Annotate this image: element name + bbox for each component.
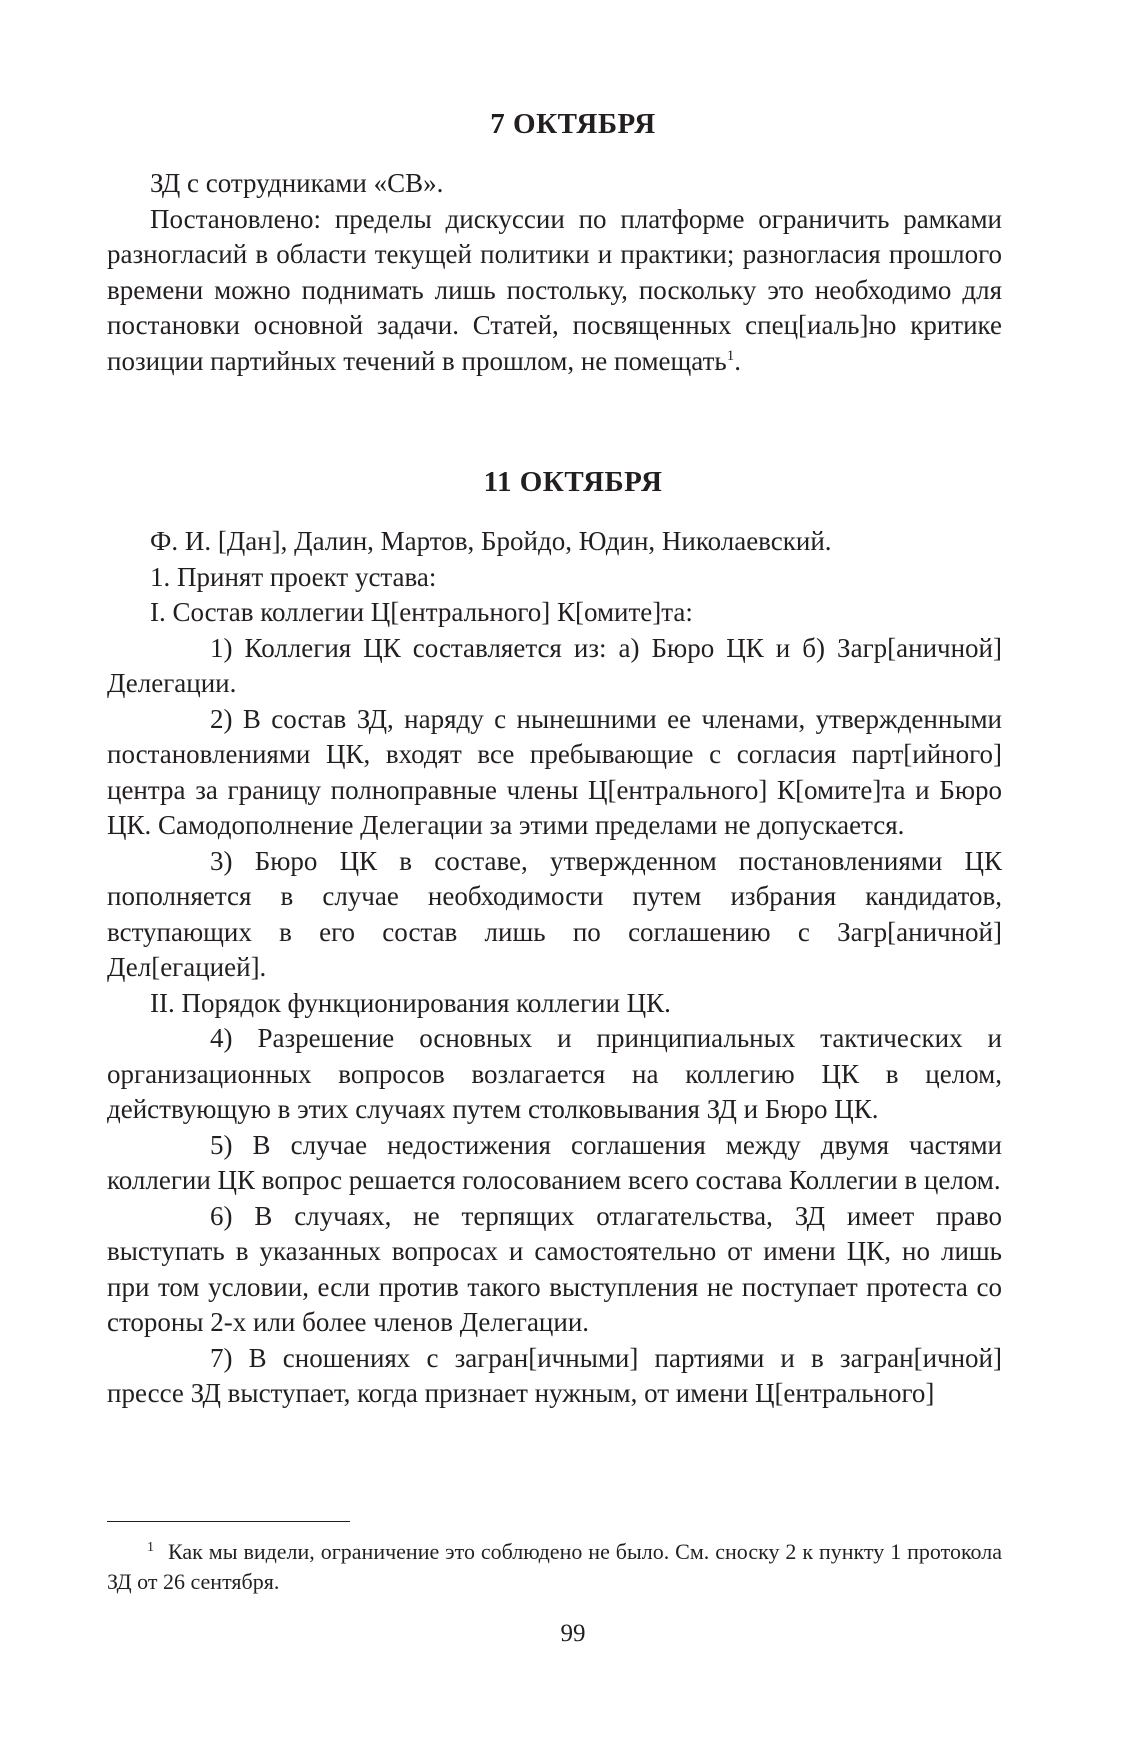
- paragraph: ЗД с сотрудниками «СВ».: [150, 168, 444, 198]
- section-body-7-october: [107, 166, 1002, 379]
- section-heading-7-october: 7 ОКТЯБРЯ: [490, 108, 656, 140]
- paragraph-text: Постановлено: пределы дискуссии по платформе ограничить рамками разногласий в области текущей политики и практики; разногласия прошлого времени можно поднимать лишь постольку, поскольку это необходимо для постановки основной задачи. Статей, посвященных спец[иаль]но критике позиции партийных течений в прошлом, не помещать: [107, 203, 1002, 376]
- paragraph: 6) В случаях, не терпящих отлагательства, ЗД имеет право выступать в указанных вопросах и самостоятельно от имени ЦК, но лишь при том условии, если против такого выступления не поступает протеста со стороны 2-х или более членов Делегации.: [107, 1200, 1002, 1337]
- paragraph: 2) В состав ЗД, наряду с нынешними ее членами, утвержденными постановлениями ЦК, входят все пребывающие с согласия парт[ийного] центра за границу полноправные члены Ц[ентрального] К[омите]та и Бюро ЦК. Самодополнение Делегации за этими пределами не допускается.: [107, 703, 1002, 840]
- section-body-11-october: [107, 524, 1002, 1412]
- paragraph: 1. Принят проект устава:: [150, 561, 437, 592]
- section-heading-11-october: 11 ОКТЯБРЯ: [483, 466, 663, 498]
- paragraph: I. Состав коллегии Ц[ентрального] К[омите]та:: [150, 597, 693, 627]
- paragraph: Постановлено: пределы дискуссии по платформе ограничить рамками разногласий в области текущей политики и практики; разногласия прошлого времени можно поднимать лишь постольку, поскольку это необходимо для постановки основной задачи. Статей, посвященных спец[иаль]но критике позиции партийных течений в прошлом, не помещать$^1$.: [107, 203, 1002, 376]
- paragraph: Ф. И. [Дан], Далин, Мартов, Бройдо, Юдин, Николаевский.: [150, 526, 832, 556]
- paragraph: 4) Разрешение основных и принципиальных тактических и организационных вопросов возлагается на коллегию ЦК в целом, действующую в этих случаях путем столковывания ЗД и Бюро ЦК.: [107, 1023, 1002, 1124]
- footnote-reference: 1: [726, 347, 735, 364]
- page-number: 99: [560, 1620, 586, 1647]
- paragraph: II. Порядок функционирования коллегии ЦК.: [150, 987, 671, 1018]
- paragraph: 5) В случае недостижения соглашения между двумя частями коллегии ЦК вопрос решается голосованием всего состава Коллегии в целом.: [107, 1129, 1002, 1195]
- footnote: [107, 1537, 1002, 1597]
- paragraph: 7) В сношениях с загран[ичными] партиями и в загран[ичной] прессе ЗД выступает, когда признает нужным, от имени Ц[ентрального]: [107, 1342, 1002, 1408]
- footnote-divider: [107, 1521, 350, 1522]
- footnote-text: Как мы видели, ограничение это соблюдено не было. См. сноску 2 к пункту 1 протокола ЗД от 26 сентября.: [107, 1539, 1002, 1594]
- paragraph: 3) Бюро ЦК в составе, утвержденном постановлениями ЦК пополняется в случае необходимости путем избрания кандидатов, вступающих в его состав лишь по соглашению с Загр[аничной] Дел[егацией].: [107, 845, 1002, 982]
- paragraph: 1) Коллегия ЦК составляется из: а) Бюро ЦК и б) Загр[аничной] Делегации.: [107, 632, 1002, 698]
- footnote-marker: 1: [147, 1539, 154, 1555]
